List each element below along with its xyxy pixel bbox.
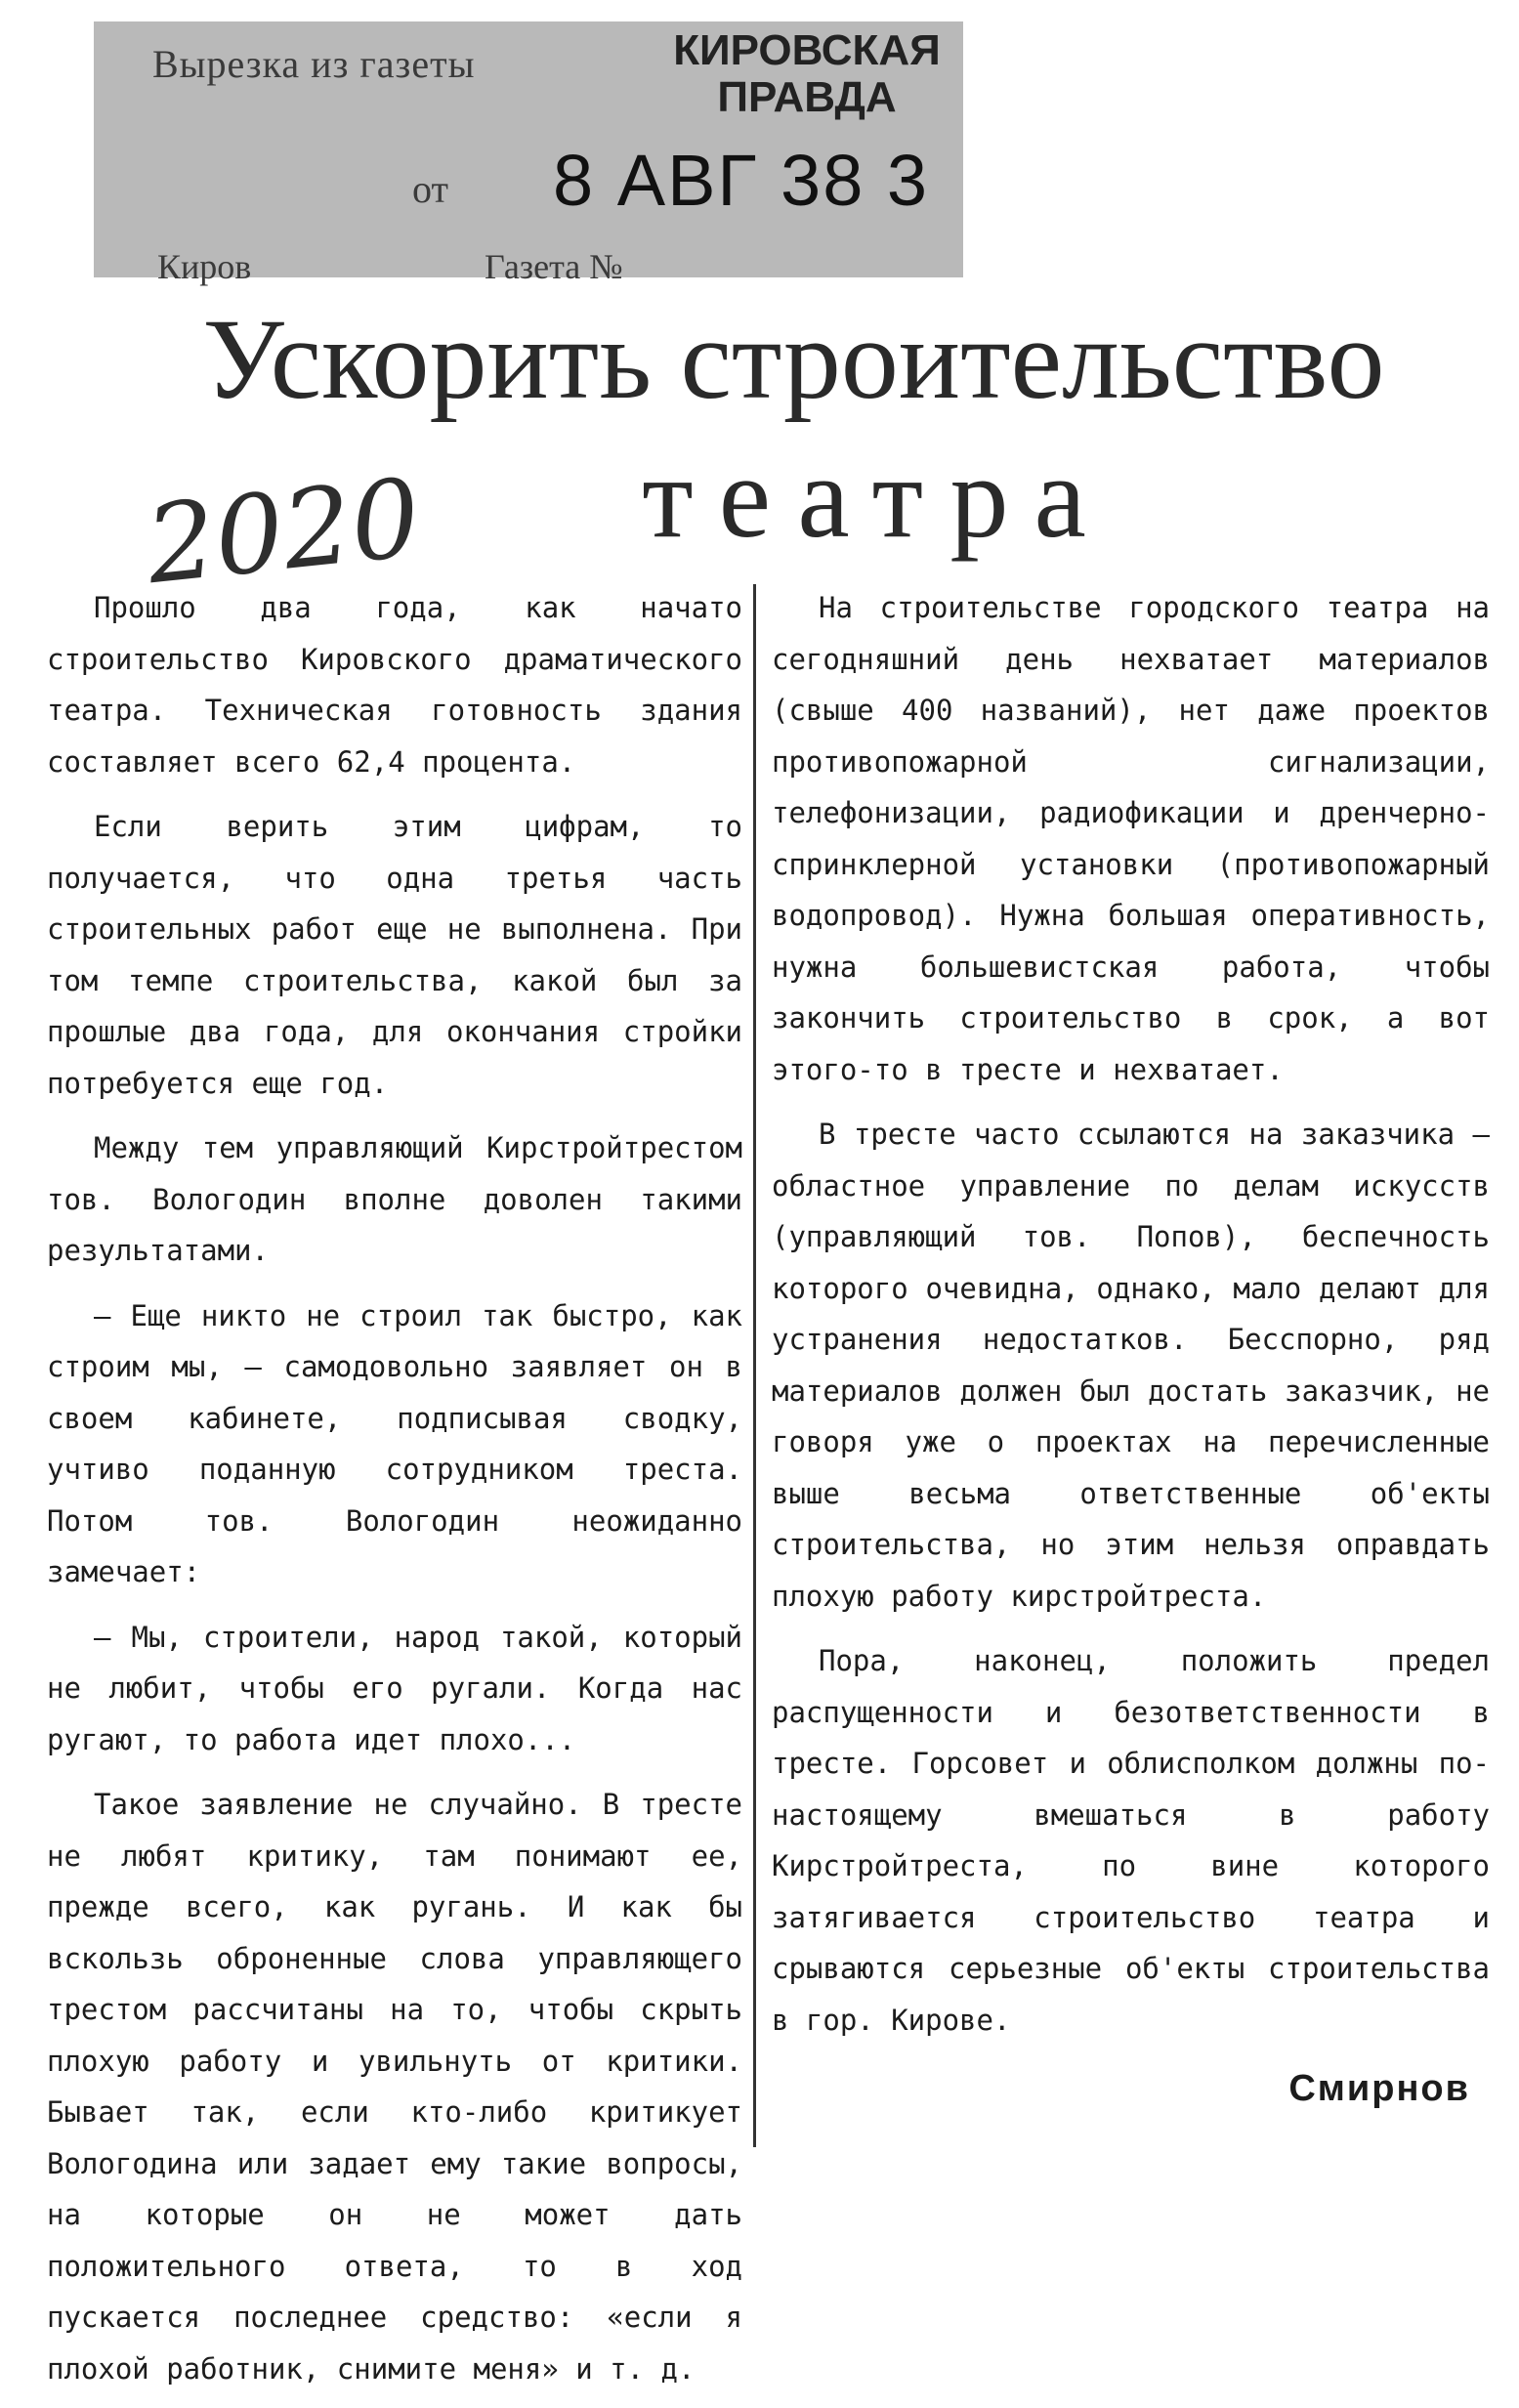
article-column-left — [47, 582, 742, 2408]
stamp-newspaper-name: КИРОВСКАЯ ПРАВДА — [673, 26, 941, 121]
article-paragraph: Между тем управляющий Кирстройтрестом тов. Вологодин вполне доволен такими результатами. — [47, 1131, 742, 1267]
article-paragraph: Такое заявление не случайно. В тресте не любят критику, там понимают ее, прежде всего, как ругань. И как бы вскользь оброненные слова управляющего трестом рассчитаны на то, чтобы скрыть плохую работу и увильнуть от критики. Бывает так, если кто-либо критикует Вологодина или задает ему такие вопросы, на которые он не может дать положительного ответа, то в ход пускается последнее средство: «если я плохой работник, снимите меня» и т. д. — [47, 1788, 742, 2386]
stamp-date: 8 АВГ 38 3 — [553, 140, 930, 221]
handwritten-note: 2020 — [141, 454, 426, 609]
headline-line-1: Ускорить строительство — [202, 295, 1385, 423]
stamp-city: Киров — [157, 247, 252, 286]
column-divider — [753, 584, 756, 2147]
stamp-gazeta-number: Газета № — [485, 247, 623, 286]
headline-line-2: театра — [642, 432, 1112, 562]
stamp-from: от — [412, 167, 448, 211]
clipping-stamp — [94, 21, 963, 286]
stamp-label: Вырезка из газеты — [152, 42, 476, 86]
article-paragraph: В тресте часто ссылаются на заказчика — областное управление по делам искусств (управляющий тов. Попов), беспечность которого очевидна, однако, мало делают для устранения недостатков. Бесспорно, ряд материалов должен был достать заказчик, не говоря уже о проектах на перечисленные выше весьма ответственные об'екты строительства, но этим нельзя оправдать плохую работу кирстройтреста. — [772, 1118, 1490, 1613]
article-paragraph: Прошло два года, как начато строительство Кировского драматического театра. Техническая готовность здания составляет всего 62,4 процента. — [47, 591, 742, 779]
article-paragraph: Если верить этим цифрам, то получается, что одна третья часть строительных работ еще не выполнена. При том темпе строительства, какой был за прошлые два года, для окончания стройки потребуется еще год. — [47, 810, 742, 1100]
article-paragraph: Пора, наконец, положить предел распущенности и безответственности в тресте. Горсовет и облисполком должны по-настоящему вмешаться в работу Кирстройтреста, по вине которого затягивается строительство театра и срываются серьезные об'екты строительства в гор. Кирове. — [772, 1644, 1490, 2037]
author-signature: Смирнов — [1288, 2068, 1470, 2109]
article-paragraph: — Мы, строители, народ такой, который не любит, чтобы его ругали. Когда нас ругают, то работа идет плохо... — [47, 1620, 742, 1756]
article-column-right — [772, 582, 1490, 2115]
article-paragraph: — Еще никто не строил так быстро, как строим мы, — самодовольно заявляет он в своем кабинете, подписывая сводку, учтиво поданную сотрудником треста. Потом тов. Вологодин неожиданно замечает: — [47, 1298, 742, 1588]
article-paragraph: На строительстве городского театра на сегодняшний день нехватает материалов (свыше 400 названий), нет даже проектов противопожарной сигнализации, телефонизации, радиофикации и дренчерно-спринклерной установки (противопожарный водопровод). Нужна большая оперативность, нужна большевистская работа, чтобы закончить строительство в срок, а вот этого-то в тресте и нехватает. — [772, 591, 1490, 1086]
